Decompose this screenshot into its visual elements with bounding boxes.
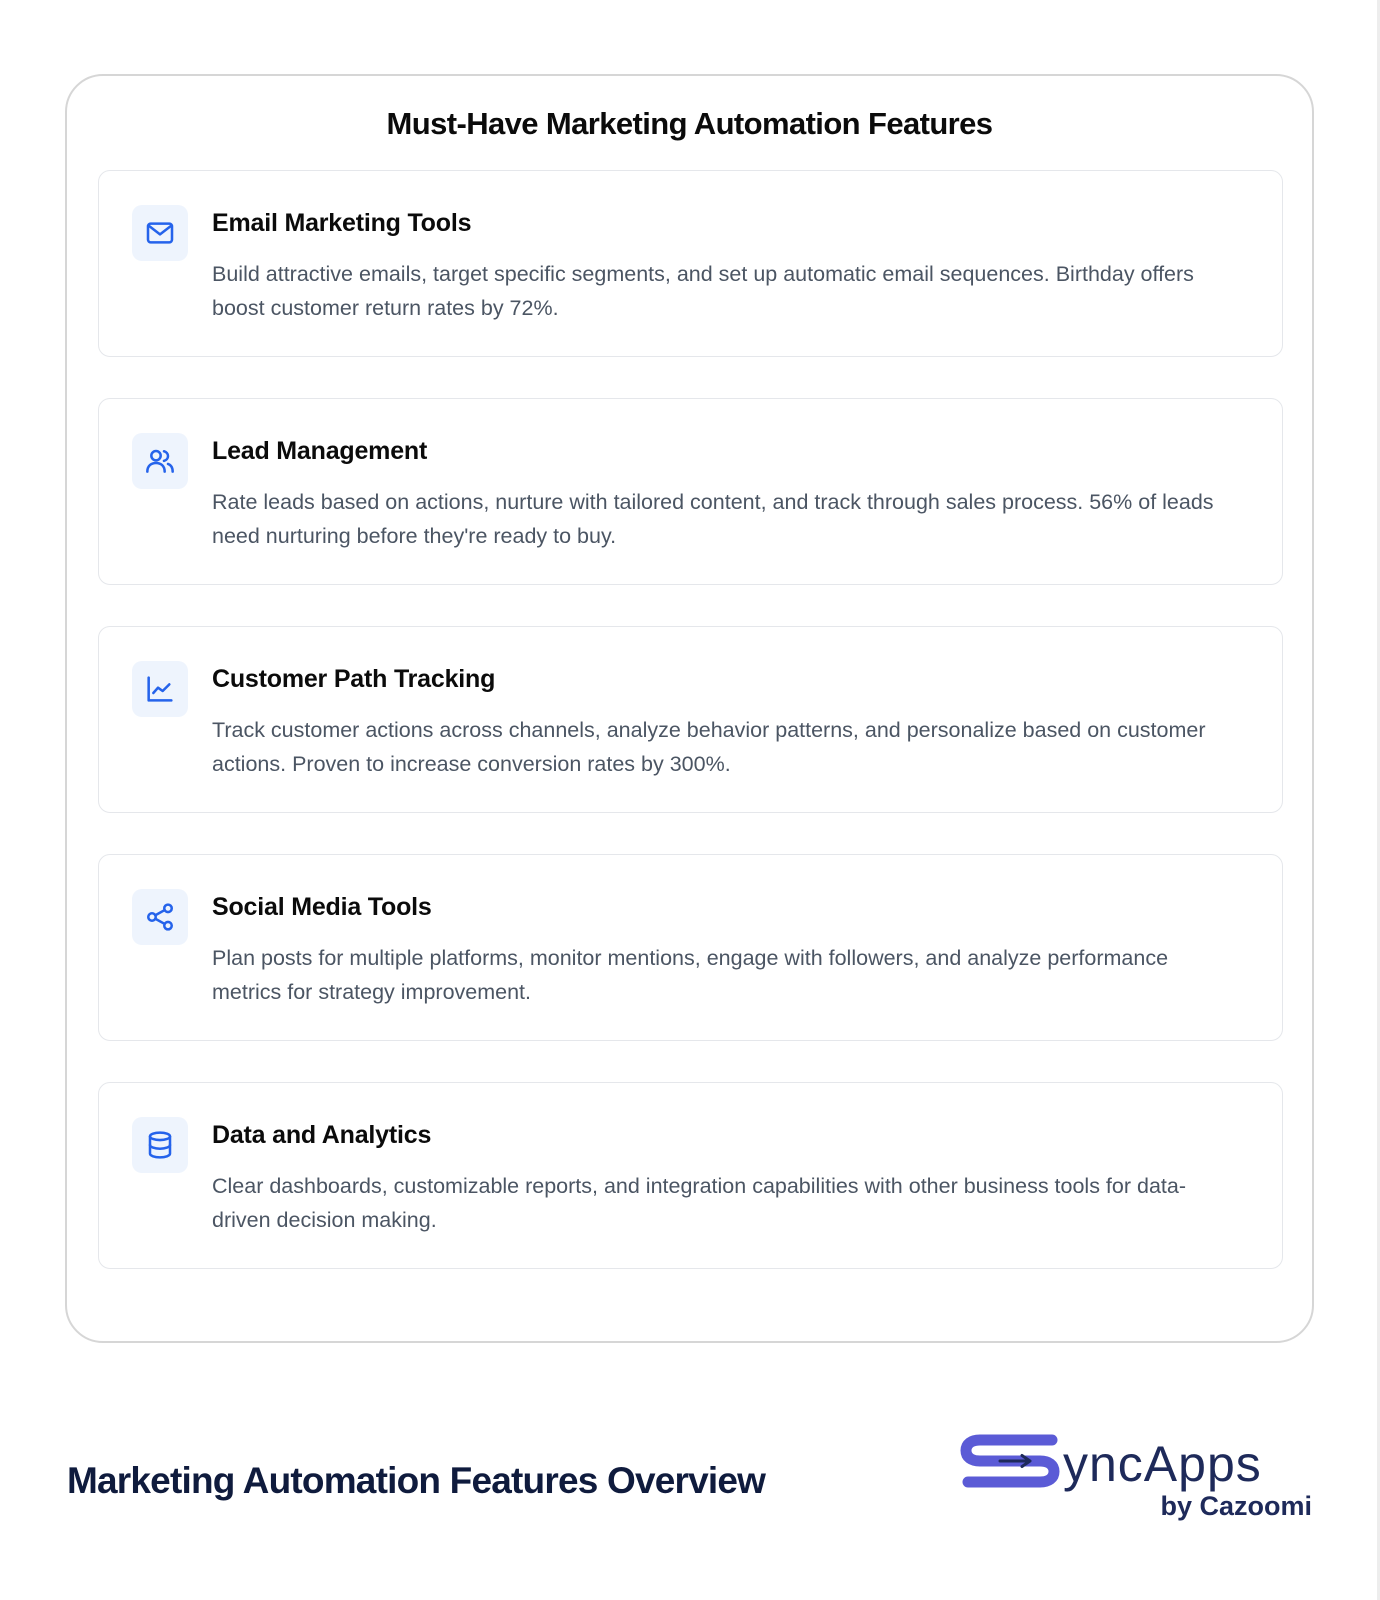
card-title: Must-Have Marketing Automation Features [386, 106, 993, 141]
footer-title: Marketing Automation Features Overview [67, 1460, 766, 1501]
syncapps-s-logo-icon [960, 1434, 1064, 1490]
feature-customer-path-tracking [98, 626, 1283, 813]
feature-title: Data and Analytics [212, 1121, 432, 1149]
logo-wordmark: yncApps [1063, 1436, 1262, 1492]
feature-description: Plan posts for multiple platforms, monitor mentions, engage with followers, and analyze performance metrics for strategy improvement. [212, 946, 1169, 1004]
share-icon [132, 889, 188, 945]
feature-email-marketing [98, 170, 1283, 357]
feature-description: Rate leads based on actions, nurture with tailored content, and track through sales process. 56% of leads need nurturing before they're ready to buy. [212, 490, 1214, 548]
mail-icon [132, 205, 188, 261]
feature-data-analytics [98, 1082, 1283, 1269]
feature-lead-management [98, 398, 1283, 585]
users-icon [132, 433, 188, 489]
feature-title: Customer Path Tracking [212, 665, 496, 693]
feature-title: Email Marketing Tools [212, 209, 472, 237]
feature-description: Clear dashboards, customizable reports, and integration capabilities with other business tools for data-driven decision making. [212, 1174, 1186, 1232]
database-icon [132, 1117, 188, 1173]
feature-description: Build attractive emails, target specific segments, and set up automatic email sequences. Birthday offers boost customer return rates by 72%. [212, 262, 1194, 320]
feature-description: Track customer actions across channels, analyze behavior patterns, and personalize based on customer actions. Proven to increase conversion rates by 300%. [212, 718, 1206, 776]
feature-title: Lead Management [212, 437, 428, 465]
syncapps-logo [960, 1434, 1312, 1524]
line-chart-icon [132, 661, 188, 717]
feature-title: Social Media Tools [212, 893, 432, 921]
feature-social-media-tools [98, 854, 1283, 1041]
features-card [65, 74, 1314, 1343]
logo-subtitle: by Cazoomi [1160, 1491, 1312, 1521]
